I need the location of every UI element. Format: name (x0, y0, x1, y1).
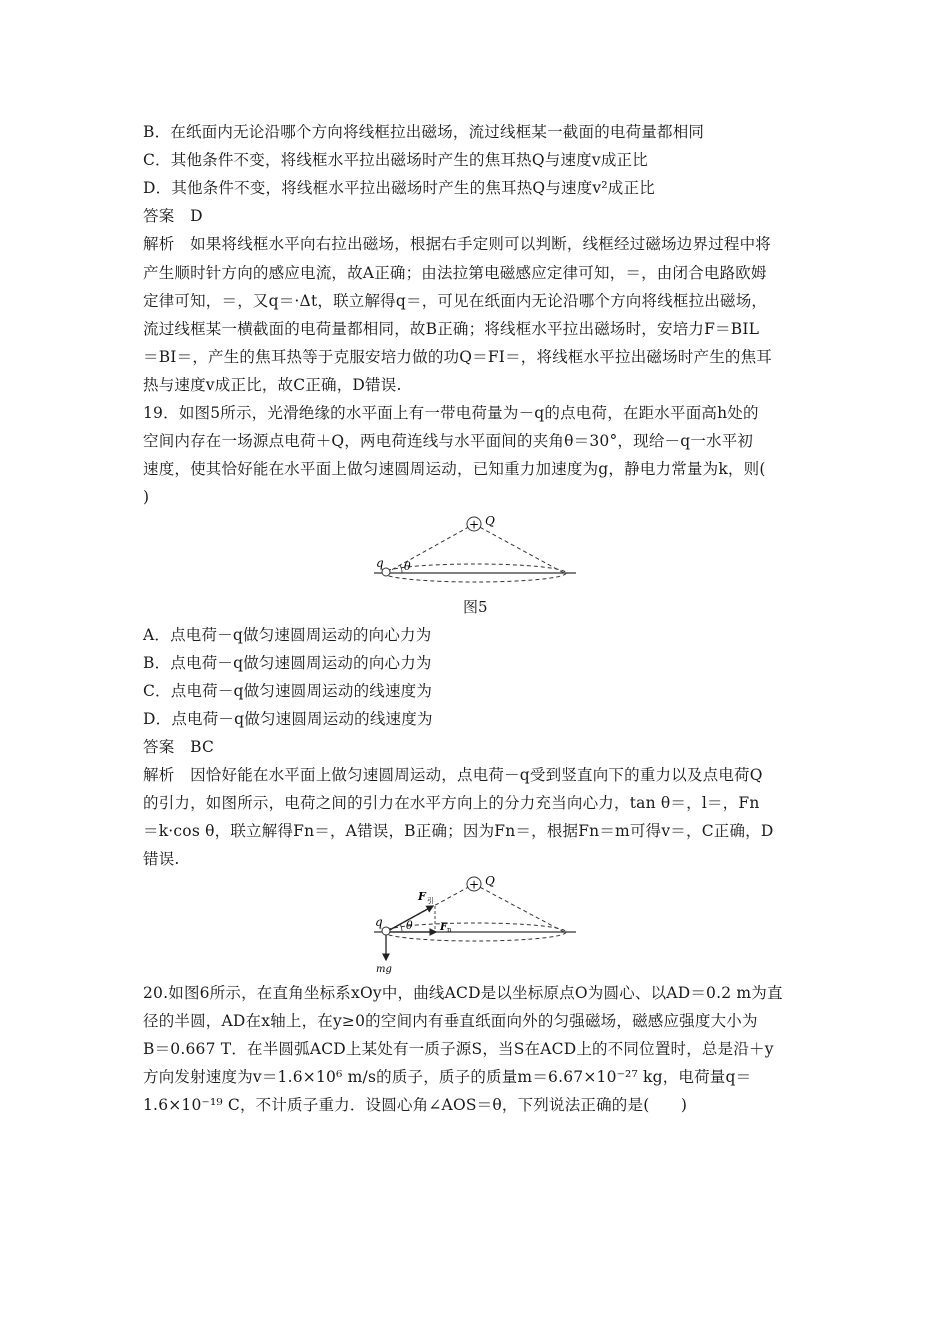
q18-analysis-line: 流过线框某一横截面的电荷量都相同，故B正确；将线框水平拉出磁场时，安培力F＝BIL (143, 320, 760, 338)
q19-option-b: B．点电荷－q做匀速圆周运动的向心力为 (143, 654, 432, 672)
q19-analysis-line: ＝k·cos θ，联立解得Fn＝，A错误，B正确；因为Fn＝，根据Fn＝m可得v＝，C正确，D (143, 822, 774, 840)
plus-sign-label: + (468, 877, 480, 892)
label-big-q: Q (485, 874, 495, 888)
q20-stem-line: 20.如图6所示，在直角坐标系xOy中，曲线ACD是以坐标原点O为圆心、以AD＝0.2 m为直 (143, 984, 783, 1002)
angle-arc (400, 924, 402, 932)
q19-analysis-line: 解析 因恰好能在水平面上做匀速圆周运动，点电荷－q受到竖直向下的重力以及点电荷Q (143, 766, 763, 784)
q18-analysis-line: 热与速度v成正比，故C正确，D错误. (143, 376, 402, 394)
label-big-q: Q (485, 514, 495, 528)
figure-5-caption: 图5 (463, 598, 488, 616)
q18-answer: 答案 D (143, 207, 203, 225)
angle-arc (400, 565, 402, 573)
point-charge-q-circle (382, 927, 390, 935)
label-theta: θ (406, 919, 413, 932)
plus-sign-label: + (468, 517, 480, 532)
q18-option-d: D．其他条件不变，将线框水平拉出磁场时产生的焦耳热Q与速度v²成正比 (143, 179, 655, 197)
q20-stem-line: 径的半圆，AD在x轴上，在y≥0的空间内有垂直纸面向外的匀强磁场，磁感应强度大小为 (143, 1012, 758, 1030)
q19-stem-line: 19．如图5所示，光滑绝缘的水平面上有一带电荷量为－q的点电荷，在距水平面高h处的 (143, 404, 759, 422)
label-mg: mg (376, 964, 392, 975)
label-force-f-subscript: 引 (427, 897, 434, 905)
q20-stem-line: 方向发射速度为v＝1.6×10⁶ m/s的质子，质子的质量m＝6.67×10⁻²⁷ kg，电荷量q＝ (143, 1068, 752, 1086)
charge-connecting-line-right (474, 884, 564, 932)
label-force-f: F (418, 890, 426, 903)
q19-analysis-line: 的引力，如图所示，电荷之间的引力在水平方向上的分力充当向心力，tan θ＝，l＝，Fn (143, 794, 760, 812)
q19-stem-line: ) (143, 488, 150, 506)
charge-connecting-line-right (474, 524, 564, 573)
q19-option-c: C．点电荷－q做匀速圆周运动的线速度为 (143, 682, 433, 700)
label-force-fn: F (440, 922, 448, 933)
force-analysis-diagram (370, 870, 580, 975)
q18-analysis-line: 产生顺时针方向的感应电流，故A正确；由法拉第电磁感应定律可知，＝，由闭合电路欧姆 (143, 264, 767, 282)
q19-answer: 答案 BC (143, 738, 215, 756)
q18-analysis-line: 定律可知，＝，又q＝·Δt，联立解得q＝，可见在纸面内无论沿哪个方向将线框拉出磁场， (143, 292, 768, 310)
q19-option-a: A．点电荷－q做匀速圆周运动的向心力为 (143, 626, 432, 644)
q19-analysis-line: 错误. (143, 850, 180, 868)
q20-stem-line: 1.6×10⁻¹⁹ C，不计质子重力．设圆心角∠AOS＝θ，下列说法正确的是( ) (143, 1096, 688, 1114)
q19-stem-line: 空间内存在一场源点电荷＋Q，两电荷连线与水平面间的夹角θ＝30°，现给－q一水平初 (143, 432, 754, 450)
label-small-q: q (375, 915, 383, 929)
label-force-fn-subscript: n (447, 926, 452, 934)
label-theta: θ (404, 560, 411, 573)
q19-stem-line: 速度，使其恰好能在水平面上做匀速圆周运动，已知重力加速度为g，静电力常量为k，则( (143, 460, 766, 478)
q19-option-d: D．点电荷－q做匀速圆周运动的线速度为 (143, 710, 433, 728)
q20-stem-line: B＝0.667 T．在半圆弧ACD上某处有一质子源S，当S在ACD上的不同位置时，总是沿＋y (143, 1040, 774, 1058)
q18-option-b: B．在纸面内无论沿哪个方向将线框拉出磁场，流过线框某一截面的电荷量都相同 (143, 123, 705, 141)
q18-analysis-line: ＝BI＝，产生的焦耳热等于克服安培力做的功Q＝FI＝，将线框水平拉出磁场时产生的焦耳 (143, 348, 773, 366)
label-small-q: q (376, 556, 384, 570)
q18-analysis-line: 解析 如果将线框水平向右拉出磁场，根据右手定则可以判断，线框经过磁场边界过程中将 (143, 235, 772, 253)
figure-5-diagram (370, 510, 580, 586)
q18-option-c: C．其他条件不变，将线框水平拉出磁场时产生的焦耳热Q与速度v成正比 (143, 151, 648, 169)
